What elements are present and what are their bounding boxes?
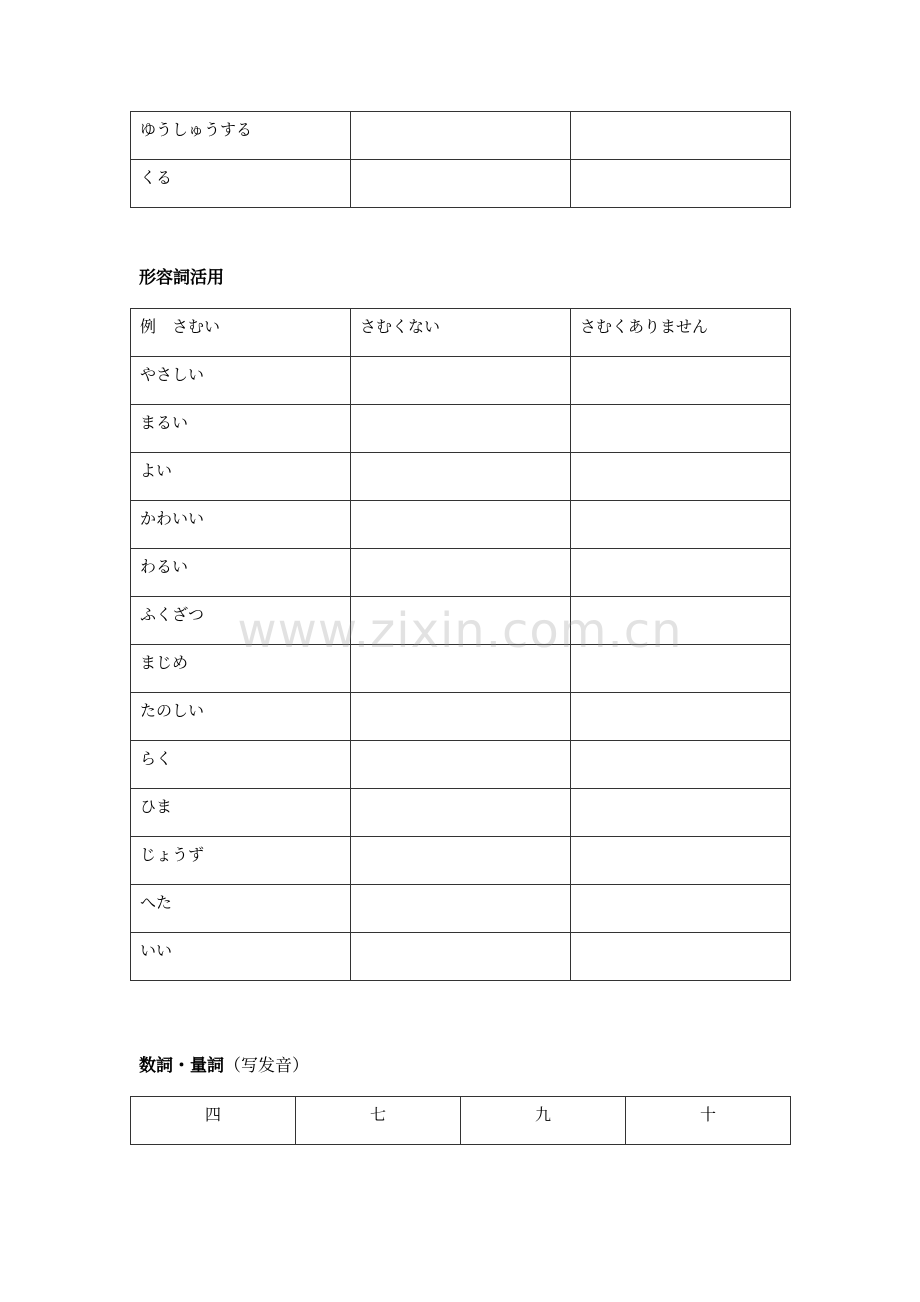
table-row xyxy=(131,597,791,645)
watermark: www.zixin.com.cn xyxy=(237,603,683,659)
table-cell: わるい xyxy=(131,549,351,597)
table-cell: 四 xyxy=(131,1097,296,1145)
adjective-section-heading: 形容詞活用 xyxy=(139,268,224,288)
table-cell: たのしい xyxy=(131,693,351,741)
table-row xyxy=(131,789,791,837)
table-row xyxy=(131,453,791,501)
table-cell xyxy=(571,357,791,405)
numeral-heading-title: 数詞・量詞 xyxy=(139,1056,224,1076)
table-cell: まるい xyxy=(131,405,351,453)
table-cell xyxy=(571,933,791,981)
numeral-heading-note: （写发音） xyxy=(224,1056,309,1076)
table-cell: さむくない xyxy=(351,309,571,357)
table-cell: まじめ xyxy=(131,645,351,693)
table-cell xyxy=(351,933,571,981)
table-cell xyxy=(571,693,791,741)
table-cell: 九 xyxy=(461,1097,626,1145)
table-cell: へた xyxy=(131,885,351,933)
table-cell: くる xyxy=(131,160,351,208)
table-cell: ゆうしゅうする xyxy=(131,112,351,160)
table-cell xyxy=(351,549,571,597)
table-cell xyxy=(351,837,571,885)
table-cell xyxy=(351,357,571,405)
table-row xyxy=(131,549,791,597)
table-cell: ふくざつ xyxy=(131,597,351,645)
table-row xyxy=(131,645,791,693)
table-cell xyxy=(571,549,791,597)
table-cell: らく xyxy=(131,741,351,789)
table-cell xyxy=(571,501,791,549)
table-row xyxy=(131,357,791,405)
table-cell: かわいい xyxy=(131,501,351,549)
table-cell xyxy=(571,160,791,208)
table-cell: 例 さむい xyxy=(131,309,351,357)
table-cell: じょうず xyxy=(131,837,351,885)
table-cell xyxy=(351,112,571,160)
numeral-section-heading xyxy=(139,1055,309,1077)
table-row xyxy=(131,885,791,933)
table-row xyxy=(131,112,791,160)
table-cell xyxy=(351,693,571,741)
table-cell xyxy=(571,405,791,453)
table-row xyxy=(131,309,791,357)
table-row xyxy=(131,501,791,549)
table-cell xyxy=(351,741,571,789)
table-cell xyxy=(351,645,571,693)
adjective-conjugation-table xyxy=(130,308,791,981)
table-row xyxy=(131,160,791,208)
table-cell xyxy=(571,837,791,885)
table-cell xyxy=(351,405,571,453)
table-cell xyxy=(571,453,791,501)
table-cell: いい xyxy=(131,933,351,981)
table-row xyxy=(131,405,791,453)
table-cell: 七 xyxy=(296,1097,461,1145)
table-cell xyxy=(351,597,571,645)
table-row xyxy=(131,741,791,789)
table-cell xyxy=(571,645,791,693)
table-row xyxy=(131,1097,791,1145)
table-cell xyxy=(571,597,791,645)
table-cell: やさしい xyxy=(131,357,351,405)
table-row xyxy=(131,693,791,741)
table-cell xyxy=(571,112,791,160)
table-cell: 十 xyxy=(626,1097,791,1145)
table-row xyxy=(131,933,791,981)
table-cell xyxy=(351,885,571,933)
table-row xyxy=(131,837,791,885)
table-cell: よい xyxy=(131,453,351,501)
table-cell xyxy=(351,160,571,208)
table-cell xyxy=(351,453,571,501)
table-cell: さむくありません xyxy=(571,309,791,357)
table-cell xyxy=(351,501,571,549)
table-cell xyxy=(571,885,791,933)
table-cell: ひま xyxy=(131,789,351,837)
table-cell xyxy=(571,741,791,789)
table-cell xyxy=(351,789,571,837)
numeral-table xyxy=(130,1096,791,1145)
table-cell xyxy=(571,789,791,837)
verb-conjugation-table xyxy=(130,111,791,208)
